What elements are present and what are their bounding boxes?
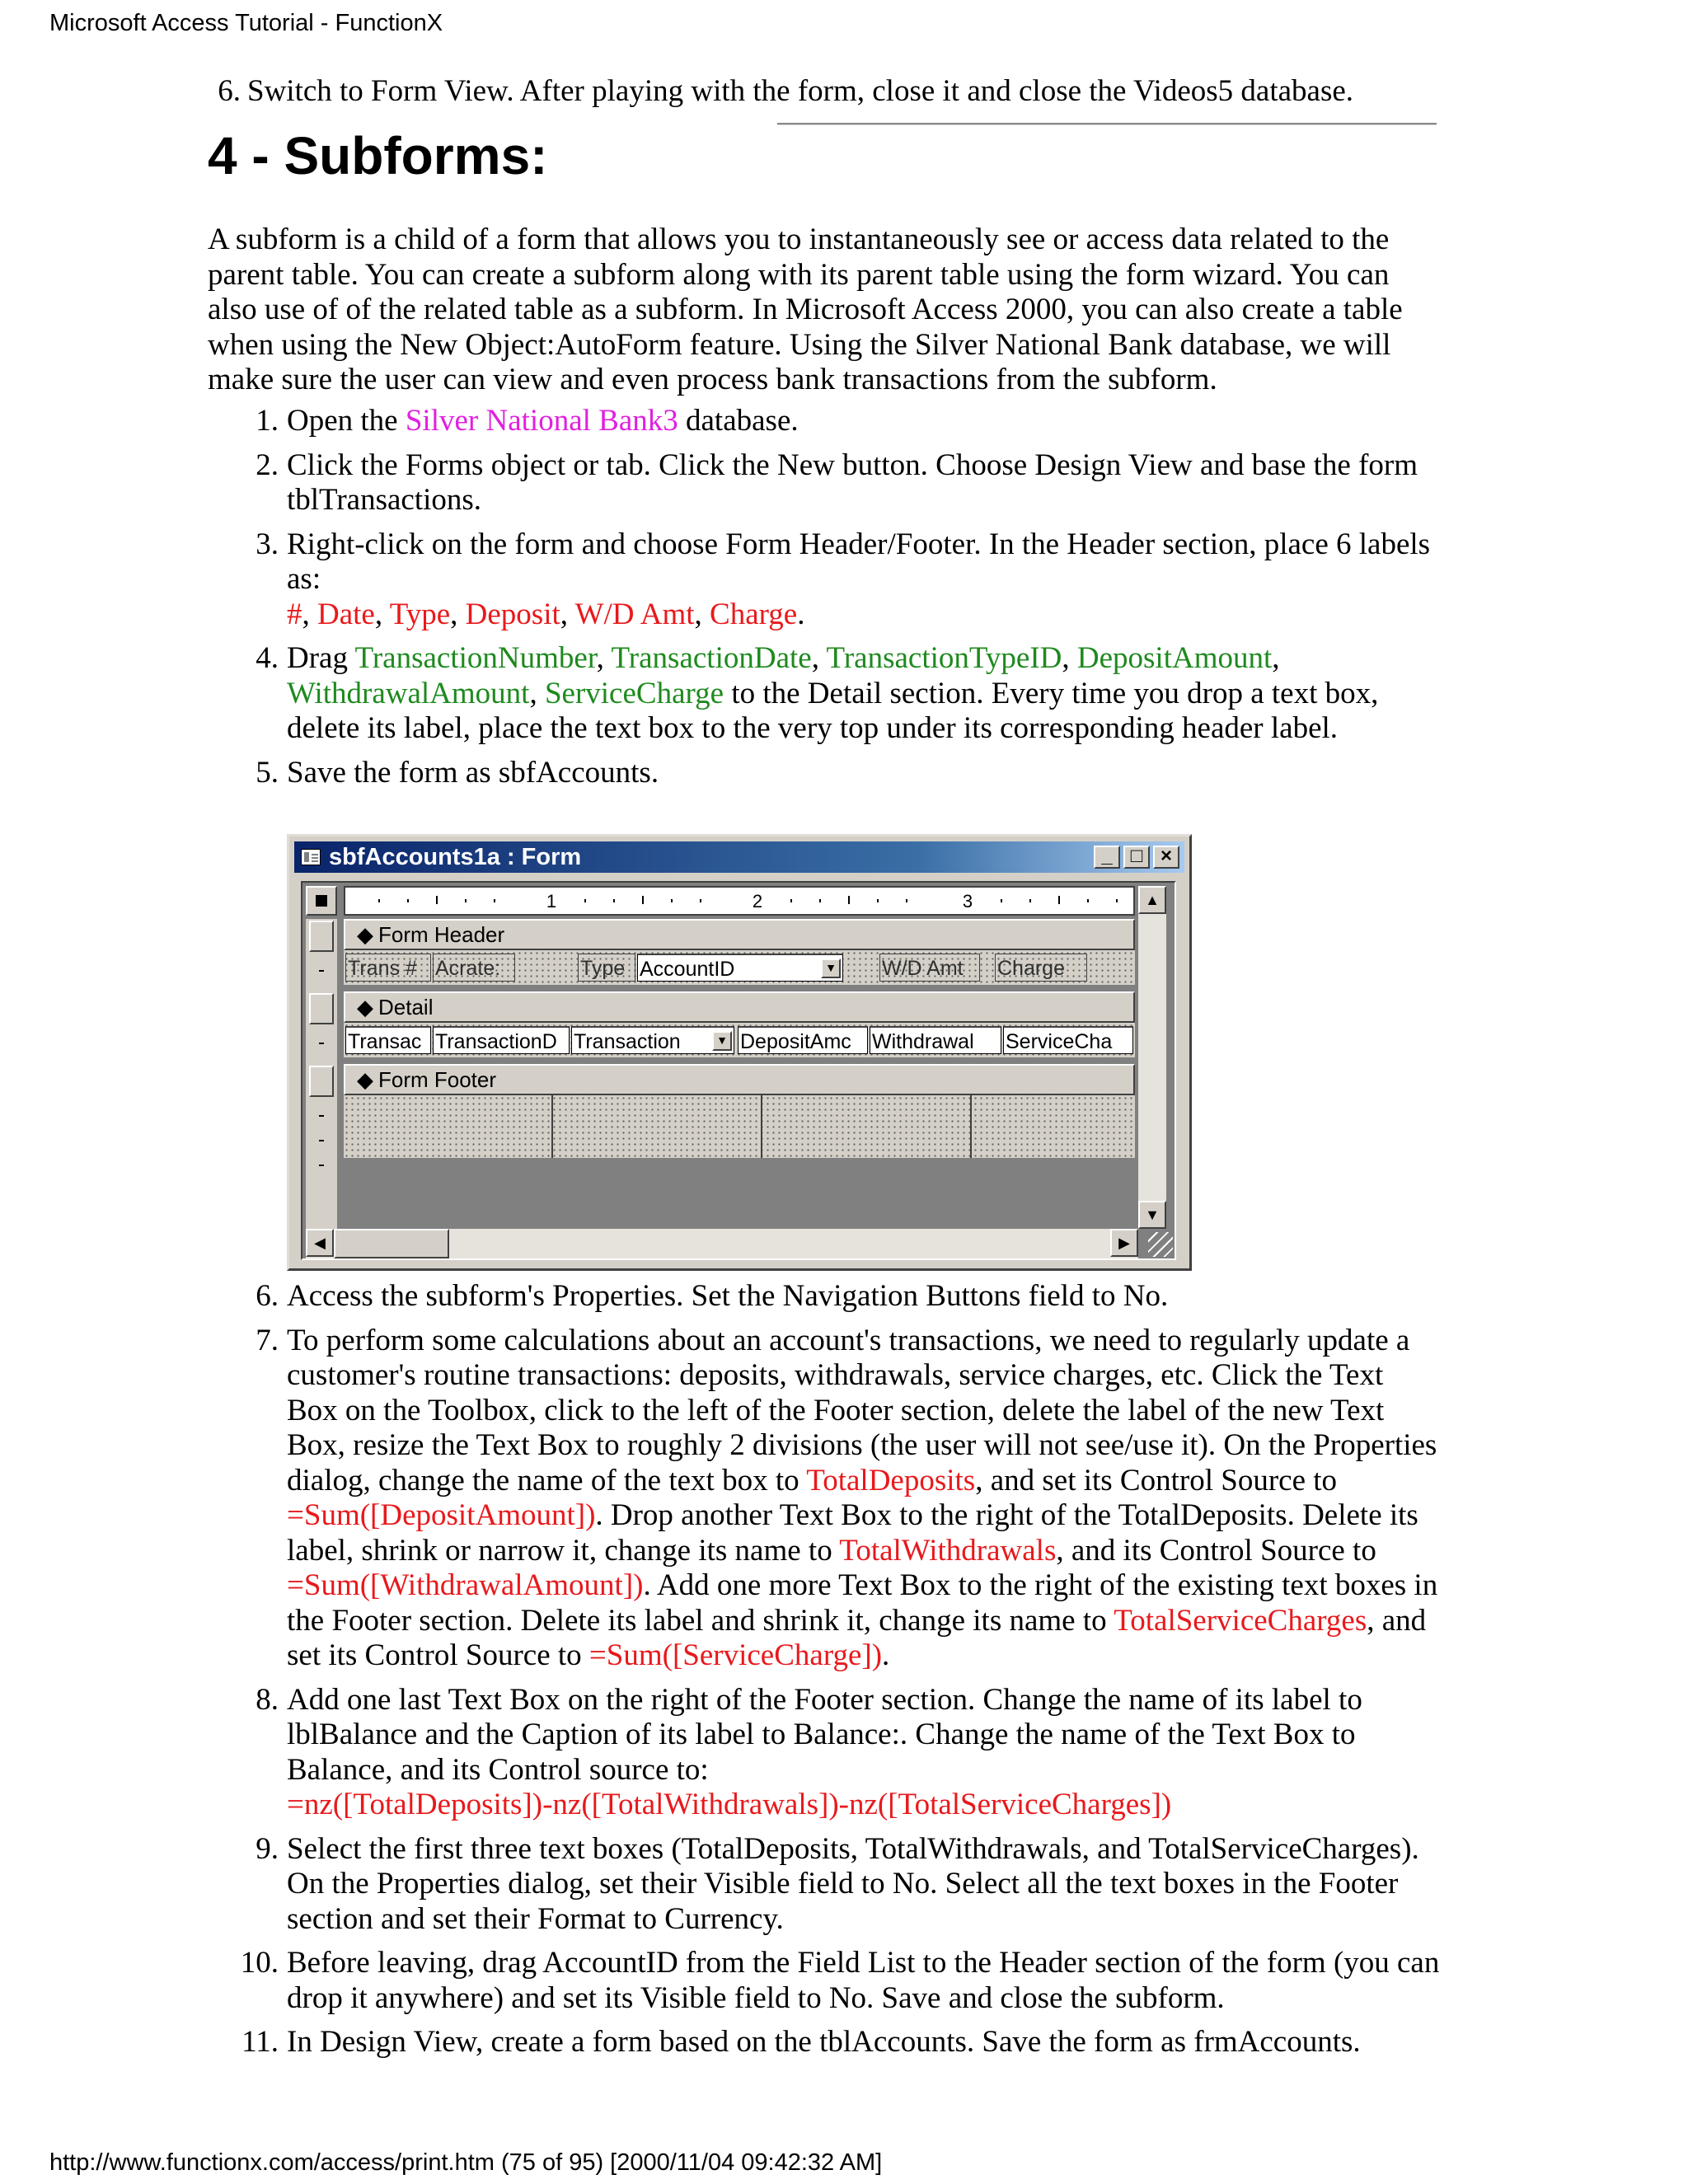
scroll-down-icon[interactable]: ▼: [1138, 1201, 1166, 1229]
item-text: , and its Control Source to: [1056, 1533, 1376, 1568]
form-design-window: [287, 834, 1192, 1271]
field-name: TransactionDate: [611, 641, 812, 675]
vertical-ruler: [306, 919, 337, 1229]
section-label: Detail: [378, 995, 434, 1019]
item-text: In Design View, create a form based on the tblAccounts. Save the form as frmAccounts.: [287, 2025, 1361, 2059]
item-text: Drag: [287, 641, 355, 675]
list-item: [256, 1831, 1441, 1938]
list-item: [256, 448, 1441, 518]
field-name: ServiceCharge: [544, 676, 724, 710]
item-text: Click the Forms object or tab. Click the New button. Choose Design View and base the form tblTransactions.: [287, 448, 1418, 517]
detail-combo[interactable]: [571, 1026, 734, 1054]
header-label[interactable]: Acrate:: [433, 954, 515, 982]
detail-textbox[interactable]: ServiceCha: [1003, 1026, 1133, 1054]
item-text: Right-click on the form and choose Form Header/Footer. In the Header section, place 6 labels as:: [287, 527, 1431, 596]
dropdown-arrow-icon[interactable]: ▼: [712, 1031, 732, 1051]
form-footer-grid: [344, 1095, 1135, 1158]
section-title: 4 - Subforms:: [208, 126, 548, 185]
item-text: . Add one more Text Box to the right of the existing text boxes in the Footer section. Delete its label and shrink it, change its name to: [287, 1568, 1438, 1638]
item-number: 7.: [256, 1323, 279, 1357]
steps-list: [240, 1279, 1441, 2069]
item-number: 3.: [256, 527, 279, 561]
scroll-up-icon[interactable]: ▲: [1138, 886, 1166, 914]
label-name: Deposit: [465, 597, 560, 631]
intro-paragraph: A subform is a child of a form that allows you to instantaneously see or access data related to the parent table. You can create a subform along with its parent table using the form wizard. You can also use of of the related table as a subform. In Microsoft Access 2000, you can also create a table when using the New Object:AutoForm feature. Using the Silver National Bank database, we will make sure the user can view and even process bank transactions from the subform.: [208, 223, 1403, 396]
detail-textbox[interactable]: Withdrawal: [870, 1026, 1001, 1054]
form-sections: [344, 919, 1135, 1229]
item-text: . Drop another Text Box to the right of the TotalDeposits. Delete its label, shrink or narrow it, change its name to: [287, 1498, 1418, 1568]
item-number: 9.: [256, 1831, 279, 1866]
label-name: Date: [317, 597, 375, 631]
list-item: [256, 755, 1441, 791]
item-text: Before leaving, drag AccountID from the Field List to the Header section of the form (you can drop it anywhere) and set its Visible field to No. Save and close the subform.: [287, 1946, 1440, 2015]
field-name: TransactionNumber: [354, 641, 597, 675]
dropdown-arrow-icon[interactable]: ▼: [821, 958, 841, 978]
list-item: [218, 74, 1354, 109]
ruler-label: 1: [546, 891, 557, 912]
combo-value: AccountID: [640, 958, 735, 981]
label-name: Charge: [710, 597, 798, 631]
item-text: Select the first three text boxes (TotalDeposits, TotalWithdrawals, and TotalServiceCharges). On the Properties dialog, set their Visible field to No. Select all the text boxes in the Footer section and set their Format to Currency.: [287, 1831, 1419, 1936]
section-label: Form Footer: [378, 1067, 497, 1092]
list-item: [256, 1279, 1441, 1315]
maximize-icon[interactable]: □: [1123, 846, 1150, 869]
window-title: sbfAccounts1a : Form: [329, 844, 582, 870]
form-header-bar[interactable]: ◆ Form Header: [344, 919, 1135, 950]
control-name: TotalWithdrawals: [839, 1533, 1057, 1568]
item-number: 1.: [256, 404, 279, 438]
resize-grip-icon[interactable]: [1148, 1232, 1173, 1257]
detail-textbox[interactable]: Transac: [345, 1026, 431, 1054]
list-item: 3. Right-click on the form and choose Form Header/Footer. In the Header section, place 6 labels as: #, Date, Type, Deposit, W/D Amt, Charge.: [287, 527, 1441, 633]
form-icon: [301, 849, 321, 865]
item-number: 5.: [256, 755, 279, 790]
horizontal-ruler: [344, 886, 1135, 916]
detail-bar[interactable]: ◆ Detail: [344, 991, 1135, 1023]
control-source: =Sum([DepositAmount]): [287, 1498, 596, 1532]
list-item: 4. Drag TransactionNumber, TransactionDate, TransactionTypeID, DepositAmount, WithdrawalAmount, ServiceCharge to the Detail section. Every time you drop a text box, delete its label, place the text box to the very top under its corresponding header label.: [287, 641, 1441, 747]
list-item: [256, 1682, 1441, 1823]
list-item: [256, 404, 1441, 439]
form-design-area: [301, 881, 1176, 1260]
item-text: Save the form as sbfAccounts.: [287, 755, 659, 790]
section-selector[interactable]: [309, 993, 334, 1024]
running-header: Microsoft Access Tutorial - FunctionX: [49, 10, 443, 36]
list-item: [241, 2025, 1441, 2060]
item-text: , and set its Control Source to: [975, 1463, 1338, 1497]
field-name: WithdrawalAmount: [287, 676, 530, 710]
item-number: 8.: [256, 1682, 279, 1717]
combo-value: Transaction: [574, 1030, 681, 1053]
header-label[interactable]: Trans #: [345, 954, 431, 982]
vertical-scrollbar[interactable]: [1138, 886, 1166, 1229]
section-selector[interactable]: [309, 1066, 334, 1097]
control-name: TotalDeposits: [806, 1463, 976, 1497]
ruler-label: 3: [962, 891, 973, 912]
field-name: TransactionTypeID: [826, 641, 1062, 675]
detail-textbox[interactable]: DepositAmc: [738, 1026, 868, 1054]
item-number: 6.: [218, 74, 241, 108]
header-label[interactable]: Charge: [995, 954, 1087, 982]
header-label[interactable]: W/D Amt: [879, 954, 980, 982]
item-text: , and set its Control Source to: [287, 1603, 1427, 1672]
section-selector[interactable]: [309, 921, 334, 952]
form-footer-bar[interactable]: ◆ Form Footer: [344, 1064, 1135, 1095]
minimize-icon[interactable]: _: [1094, 846, 1120, 869]
accountid-combo[interactable]: [637, 954, 843, 982]
close-icon[interactable]: ×: [1153, 846, 1179, 869]
field-name: DepositAmount: [1076, 641, 1273, 675]
control-name: TotalServiceCharges: [1114, 1603, 1367, 1638]
ruler-label: 2: [752, 891, 763, 912]
header-label[interactable]: Type: [578, 954, 635, 982]
detail-grid: [344, 1023, 1135, 1057]
balance-formula: =nz([TotalDeposits])-nz([TotalWithdrawals])-nz([TotalServiceCharges]): [287, 1788, 1172, 1821]
item-text: To perform some calculations about an account's transactions, we need to regularly update a customer's routine transactions: deposits, withdrawals, service charges, etc. Click the Text Box on the Toolbox, click to the left of the Footer section, delete the label of the new Text Box, resize the Text Box to roughly 2 divisions (the user will not see/use it). On the Properties dialog, change the name of the text box to: [287, 1323, 1437, 1497]
section-label: Form Header: [378, 922, 505, 947]
window-titlebar[interactable]: [294, 841, 1184, 873]
control-source: =Sum([WithdrawalAmount]): [287, 1568, 644, 1602]
running-footer: http://www.functionx.com/access/print.htm (75 of 95) [2000/11/04 09:42:32 AM]: [49, 2149, 883, 2176]
divider: [777, 123, 1437, 125]
label-name: Type: [389, 597, 451, 631]
item-text: Access the subform's Properties. Set the Navigation Buttons field to No.: [287, 1279, 1169, 1313]
detail-textbox[interactable]: TransactionD: [433, 1026, 570, 1054]
database-link[interactable]: Silver National Bank3: [405, 404, 678, 438]
item-number: 6.: [256, 1279, 279, 1313]
item-text: to the Detail section. Every time you drop a text box, delete its label, place the text box to the very top under its corresponding header label.: [287, 676, 1379, 745]
scroll-right-icon[interactable]: ▶: [1110, 1229, 1138, 1257]
list-item: [256, 1323, 1441, 1674]
horizontal-scrollbar[interactable]: [306, 1229, 1138, 1258]
scroll-left-icon[interactable]: ◀: [306, 1229, 334, 1257]
form-header-grid: [344, 950, 1135, 985]
item-text: Open the: [287, 404, 406, 438]
scroll-thumb[interactable]: [334, 1229, 449, 1258]
item-number: 2.: [256, 448, 279, 482]
item-text: database.: [678, 404, 799, 438]
form-selector[interactable]: [306, 886, 337, 916]
item-text: .: [882, 1638, 890, 1672]
item-text: Switch to Form View. After playing with the form, close it and close the Videos5 database.: [247, 74, 1354, 108]
item-number: 11.: [241, 2025, 279, 2059]
steps-list: [256, 404, 1441, 799]
label-name: #: [287, 597, 302, 631]
list-item: [240, 1946, 1441, 2016]
label-name: W/D Amt: [574, 597, 695, 631]
item-text: Add one last Text Box on the right of the Footer section. Change the name of its label to lblBalance and the Caption of its label to Balance:. Change the name of the Text Box to Balance, and its Control source to:: [287, 1682, 1362, 1787]
item-number: 10.: [240, 1946, 279, 1980]
control-source: =Sum([ServiceCharge]): [588, 1638, 883, 1672]
item-number: 4.: [256, 641, 279, 675]
